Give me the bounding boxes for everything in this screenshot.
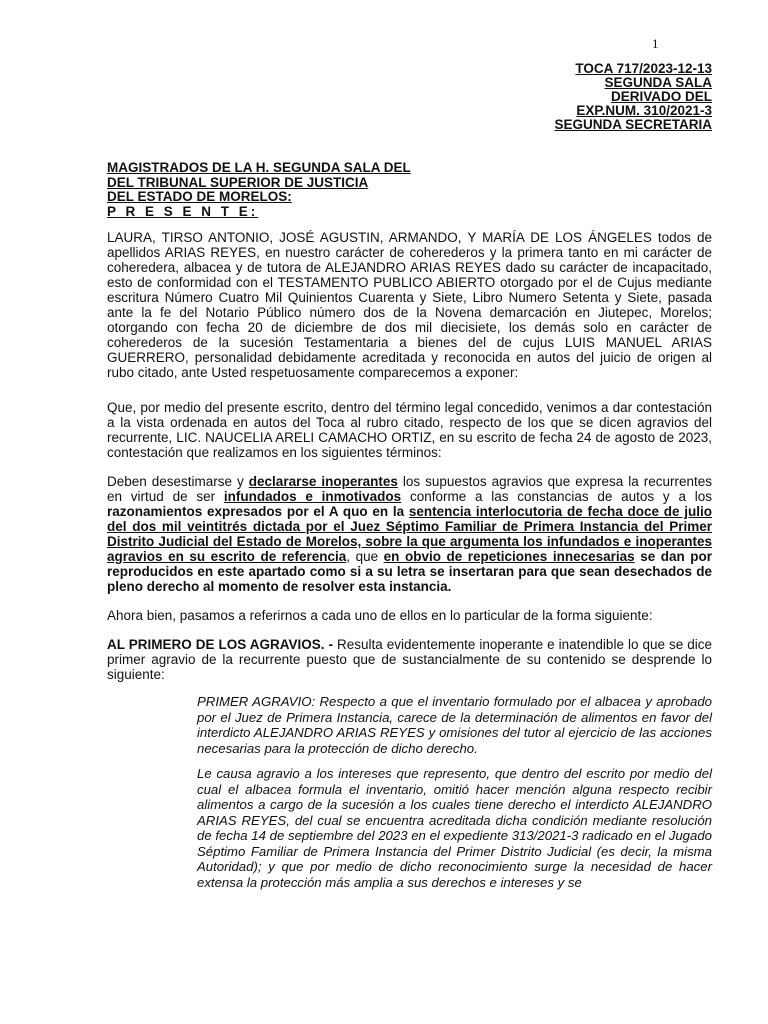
addressee-block	[107, 161, 411, 219]
emphasis-infundados: infundados e inmotivados	[223, 489, 402, 504]
addressee-line-1: MAGISTRADOS DE LA H. SEGUNDA SALA DEL	[107, 160, 411, 175]
quote-primer-agravio: PRIMER AGRAVIO: Respecto a que el inventario formulado por el albacea y aprobado por el Juez de Primera Instancia, carece de la determinación de alimentos en favor del interdicto ALEJANDRO ARIAS REYES y omisiones del tutor al ejercicio de las acciones necesarias para la protección de dicho derecho.	[197, 694, 712, 756]
paragraph-transition: Ahora bien, pasamos a referirnos a cada uno de ellos en lo particular de la forma siguiente:	[107, 608, 653, 623]
case-derivado: DERIVADO DEL	[610, 89, 712, 104]
addressee-line-2: DEL TRIBUNAL SUPERIOR DE JUSTICIA	[107, 174, 369, 190]
case-expediente: EXP.NUM. 310/2021-3	[576, 103, 712, 118]
emphasis-razonamientos: razonamientos expresados por el A quo en la	[107, 504, 409, 519]
text-span: Deben desestimarse y	[107, 474, 249, 489]
case-sala: SEGUNDA SALA	[604, 75, 712, 90]
quote-agravio-detalle: Le causa agravio a los intereses que represento, que dentro del escrito por medio del cual el albacea formula el inventario, omitió hacer mención alguna respecto recibir alimentos a cargo de la sucesión a los cuales tiene derecho el interdicto ALEJANDRO ARIAS REYES, del cual se encuentra acreditada dicha condición mediante resolución de fecha 14 de septiembre del 2023 en el expediente 313/2021-3 radicado en el Jugado Séptimo Familiar de Primera Instancia del Primer Distrito Judicial (es decir, la misma Autoridad); y que por medio de dicho reconocimiento surge la necesidad de hacer extensa la protección más amplia a sus derechos e intereses y se	[197, 766, 712, 890]
case-toca: TOCA 717/2023-12-13	[575, 61, 712, 76]
case-secretaria: SEGUNDA SECRETARIA	[554, 117, 712, 132]
paragraph-first-grievance	[107, 637, 712, 682]
paragraph-purpose: Que, por medio del presente escrito, dentro del término legal concedido, venimos a dar contestación a la vista ordenada en autos del Toca al rubro citado, respecto de los que se dicen agravios del recurrente, LIC. NAUCELIA ARELI CAMACHO ORTIZ, en su escrito de fecha 24 de agosto de 2023, contestación que realizamos en los siguientes términos:	[107, 400, 712, 460]
text-span: conforme a las constancias de autos y a los	[401, 489, 712, 504]
emphasis-sentencia: sentencia interlocutoria de fecha doce de julio del dos mil veintitrés dictada por el Juez Séptimo Familiar de Primera Instancia del Primer Distrito Judicial del Estado de Morelos, sobre la que argumenta los infundados e inoperantes agravios en su escrito de referencia	[107, 504, 713, 564]
text-span: los supuestos agravios que expresa la recurrentes en virtud de ser	[107, 474, 712, 504]
paragraph-parties: LAURA, TIRSO ANTONIO, JOSÉ AGUSTIN, ARMANDO, Y MARÍA DE LOS ÁNGELES todos de apellidos ARIAS REYES, en nuestro carácter de coherederos y la primera tanto en mi carácter de coheredera, albacea y de tutora de ALEJANDRO ARIAS REYES dado su carácter de incapacitado, esto de conformidad con el TESTAMENTO PUBLICO ABIERTO otorgado por el de Cujus mediante escritura Número Cuatro Mil Quinientos Cuarenta y Siete, Libro Numero Setenta y Siete, pasada ante la fe del Notario Público número dos de la Novena demarcación en Jiutepec, Morelos; otorgando con fecha 20 de diciembre de dos mil diecisiete, los demás solo en carácter de coherederos de la sucesión Testamentaria a bienes del de cujus LUIS MANUEL ARIAS GUERRERO, personalidad debidamente acreditada y reconocida en autos del juicio de origen al rubo citado, ante Usted respetuosamente comparecemos a exponer:	[107, 230, 712, 380]
emphasis-reproducidos: se dan por reproducidos en este apartado como si a su letra se insertaran para que sean desechados de pleno derecho al momento de resolver esta instancia.	[107, 549, 713, 594]
emphasis-obvio: en obvio de repeticiones innecesarias	[383, 549, 635, 564]
first-grievance-heading: AL PRIMERO DE LOS AGRAVIOS. -	[107, 637, 334, 652]
text-span: Resulta evidentemente inoperante e inatendible lo que se dice primer agravio de la recurrente puesto que de sustancialmente de su contenido se desprende lo siguiente:	[107, 637, 712, 682]
addressee-line-3: DEL ESTADO DE MORELOS:	[107, 189, 292, 204]
text-span: , que	[346, 549, 384, 564]
case-header	[554, 62, 712, 132]
addressee-presente: P R E S E N T E:	[107, 203, 259, 219]
document-body	[107, 230, 712, 890]
paragraph-dismissal	[107, 474, 712, 594]
page-number: 1	[652, 36, 659, 51]
emphasis-inoperantes: declararse inoperantes	[248, 474, 398, 489]
